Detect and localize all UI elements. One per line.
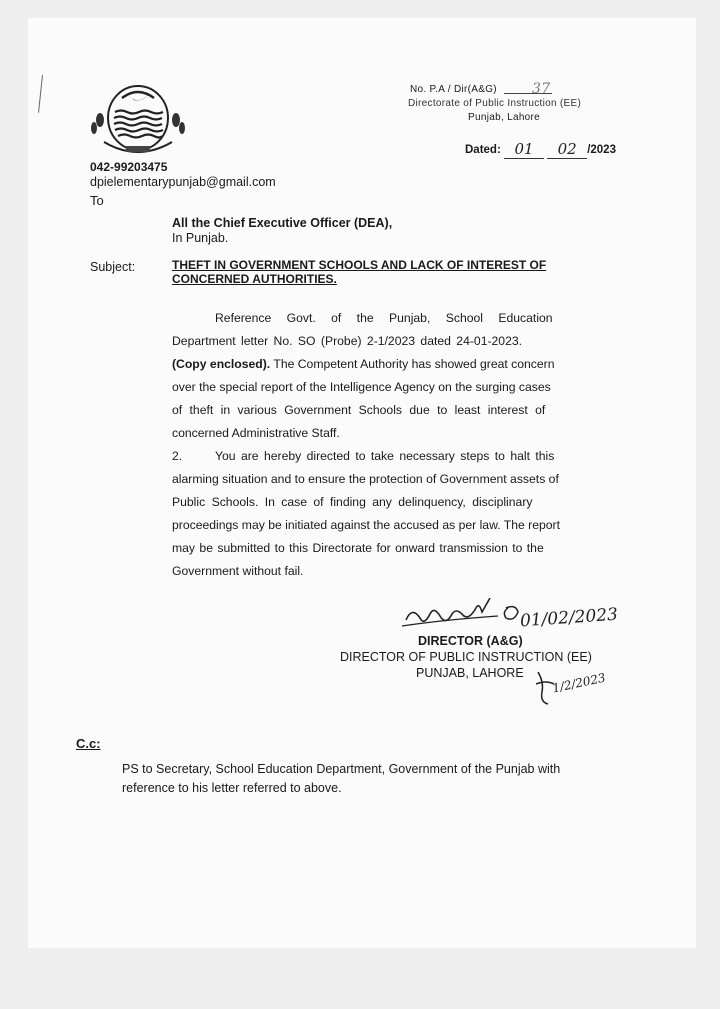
para1-line-4: over the special report of the Intelligence Agency on the surging cases bbox=[172, 380, 551, 394]
phone-number: 042-99203475 bbox=[90, 160, 168, 174]
subject-line-1: THEFT IN GOVERNMENT SCHOOLS AND LACK OF INTEREST OF bbox=[172, 258, 547, 272]
para2-line-2: alarming situation and to ensure the protection of Government assets of bbox=[172, 472, 559, 486]
handwritten-reference-number: 37 bbox=[532, 81, 551, 97]
cc-line-1: PS to Secretary, School Education Department, Government of the Punjab with bbox=[122, 762, 561, 776]
para2-line-1: You are hereby directed to take necessary steps to halt this bbox=[215, 449, 555, 463]
date-day-blank bbox=[504, 140, 544, 159]
para2-line-3: Public Schools. In case of finding any delinquency, disciplinary bbox=[172, 495, 533, 509]
dated-label: Dated: bbox=[465, 144, 501, 156]
dated-line bbox=[465, 139, 616, 158]
addressee-line-1: All the Chief Executive Officer (DEA), bbox=[172, 216, 393, 230]
signatory-title: DIRECTOR (A&G) bbox=[418, 634, 523, 648]
subject-label: Subject: bbox=[90, 260, 136, 274]
para1-line-6: concerned Administrative Staff. bbox=[172, 426, 340, 440]
email-address: dpielementarypunjab@gmail.com bbox=[90, 175, 276, 189]
para1-line-5: of theft in various Government Schools due to least interest of bbox=[172, 403, 546, 417]
punjab-emblem-logo bbox=[82, 80, 194, 162]
date-year: /2023 bbox=[587, 144, 616, 156]
para1-line-1: Reference Govt. of the Punjab, School Education bbox=[215, 311, 553, 325]
date-month-blank bbox=[547, 140, 587, 159]
reference-number bbox=[410, 81, 552, 97]
cc-label: C.c: bbox=[76, 736, 101, 751]
handwritten-signature-date: 01/02/2023 bbox=[519, 604, 619, 632]
cc-line-2: reference to his letter referred to above. bbox=[122, 781, 342, 795]
directorate-city: Punjab, Lahore bbox=[468, 112, 541, 123]
para1-line-3-rest: The Competent Authority has showed great concern bbox=[270, 357, 555, 371]
handwritten-date-day: 01 bbox=[514, 140, 534, 158]
para1-line-3 bbox=[172, 353, 555, 376]
para2-line-5: may be submitted to this Directorate for onward transmission to the bbox=[172, 541, 544, 555]
signatory-location: PUNJAB, LAHORE bbox=[416, 666, 524, 680]
subject-line-2: CONCERNED AUTHORITIES. bbox=[172, 272, 337, 286]
handwritten-initial-date: 1/2/2023 bbox=[551, 670, 607, 696]
para2-number: 2. bbox=[172, 449, 183, 463]
to-label: To bbox=[90, 193, 104, 208]
reference-number-label: No. P.A / Dir(A&G) bbox=[410, 84, 497, 95]
directorate-name: Directorate of Public Instruction (EE) bbox=[408, 98, 582, 109]
addressee-line-2: In Punjab. bbox=[172, 231, 229, 245]
reference-number-blank bbox=[504, 81, 552, 97]
para2-line-4: proceedings may be initiated against the accused as per law. The report bbox=[172, 518, 560, 532]
signatory-office: DIRECTOR OF PUBLIC INSTRUCTION (EE) bbox=[340, 650, 592, 664]
handwritten-date-month: 02 bbox=[557, 140, 577, 158]
para1-line-2: Department letter No. SO (Probe) 2-1/2023 dated 24-01-2023. bbox=[172, 334, 523, 348]
para2-line-6: Government without fail. bbox=[172, 564, 304, 578]
copy-enclosed-note: (Copy enclosed). bbox=[172, 357, 271, 371]
